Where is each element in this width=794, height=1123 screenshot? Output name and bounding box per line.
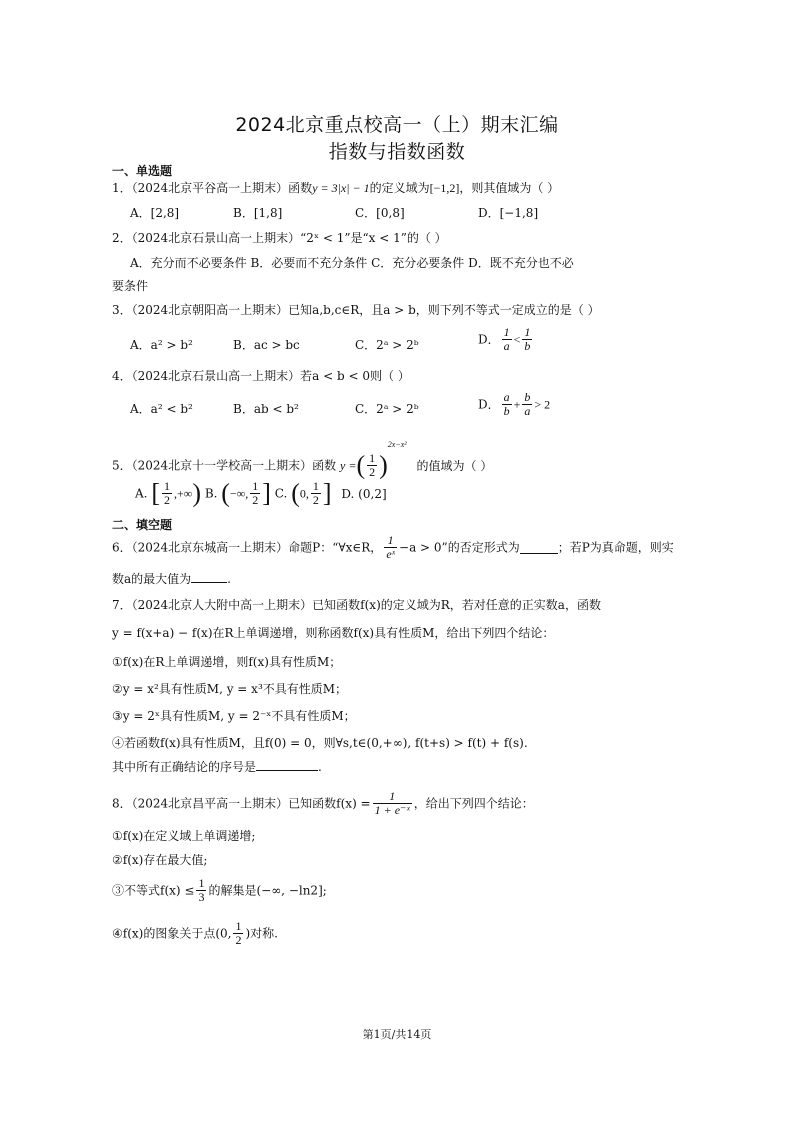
q3-stem: 3．（2024北京朝阳高一上期末）已知a,b,c∈R，且a > b，则下列不等式一定成立的是（ ） [112,303,600,317]
q2-options: A．充分而不必要条件 B．必要而不充分条件 C．充分必要条件 D．既不充分也不必 [130,256,574,270]
doc-title: 2024北京重点校高一（上）期末汇编 [235,114,559,136]
q2-stem: 2．（2024北京石景山高一上期末）“2ˣ < 1”是“x < 1”的（ ） [112,231,447,245]
q4-option-a: A．a² < b² [130,402,193,416]
q5-stem: 5．（2024北京十一学校高一上期末）函数 y =( $\frac{1}{2}$ )$^{2x-x^2}$ 的值域为（ ） [112,440,493,480]
q3-option-d: D． $\frac{1}{a}$ < $\frac{1}{b}$ [478,325,531,353]
q7-conclusion-4: ④若函数f(x)具有性质M，且f(0) = 0，则∀s,t∈(0,+∞), f(t+s) > f(t) + f(s). [112,736,528,750]
q3-option-b: B．ac > bc [233,338,300,352]
q8-conclusion-1: ①f(x)在定义域上单调递增; [112,829,256,843]
q1-option-d: D．[−1,8] [478,206,539,220]
q6-stem-cont: 数a的最大值为 . [112,572,231,586]
section-fill-blank: 二、填空题 [112,518,173,532]
q8-conclusion-4: ④f(x)的图象关于点(0, $\frac{1}{2}$ )对称. [112,919,278,947]
section-single-choice: 一、单选题 [112,164,173,178]
q1-stem: 1．（2024北京平谷高一上期末）函数y = 3|x| − 1的定义域为[−1,2]，则其值域为（ ） [112,181,560,195]
q2-options-cont: 要条件 [112,279,149,293]
q8-stem: 8．（2024北京昌平高一上期末）已知函数f(x) = $\frac{1}{\text{1 + e⁻ˣ}}$ ，给出下列四个结论： [112,789,534,817]
q7-conclusion-3: ③y = 2ˣ具有性质M, y = 2⁻ˣ不具有性质M； [112,709,356,723]
q8-conclusion-2: ②f(x)存在最大值; [112,853,208,867]
q7-stem: 7．（2024北京人大附中高一上期末）已知函数f(x)的定义域为R，若对任意的正实数a，函数 [112,598,601,612]
doc-subtitle: 指数与指数函数 [328,141,466,163]
q8-conclusion-3: ③不等式f(x) ≤ $\frac{1}{3}$ 的解集是(−∞, −ln2]; [112,876,327,904]
q1-option-b: B．[1,8] [233,206,283,220]
page-footer: 第1页/共14页 [362,1028,432,1041]
q4-option-d: D． $\frac{a}{b}$ + $\frac{b}{a}$ > 2 [478,390,551,418]
q4-option-b: B．ab < b² [233,402,299,416]
q7-conclusion-1: ①f(x)在R上单调递增，则f(x)具有性质M； [112,655,342,669]
q1-option-c: C．[0,8] [355,206,405,220]
q4-stem: 4．（2024北京石景山高一上期末）若a < b < 0则（ ） [112,369,410,383]
q1-option-a: A．[2,8] [130,206,180,220]
q7-conclusion-2: ②y = x²具有性质M, y = x³不具有性质M； [112,682,348,696]
q4-option-c: C．2ᵃ > 2ᵇ [355,402,419,416]
q5-options: A. [ $\frac{1}{2}$ ,+∞) B. (−∞, $\frac{1}{2}$ ] C. (0, $\frac{1}{2}$ ] D. (0,2] [135,478,387,508]
q6-stem: 6．（2024北京东城高一上期末）命题P：“∀x∈R， $\frac{1}{\text{eˣ}}$ −a > 0”的否定形式为 ；若P为真命题，则实 [112,533,674,561]
q7-stem-cont: y = f(x+a) − f(x)在R上单调递增，则称函数f(x)具有性质M，给出下列四个结论： [112,626,555,640]
q7-answer-prompt: 其中所有正确结论的序号是 . [112,760,322,774]
q3-option-a: A．a² > b² [130,338,193,352]
q3-option-c: C．2ᵃ > 2ᵇ [355,338,419,352]
